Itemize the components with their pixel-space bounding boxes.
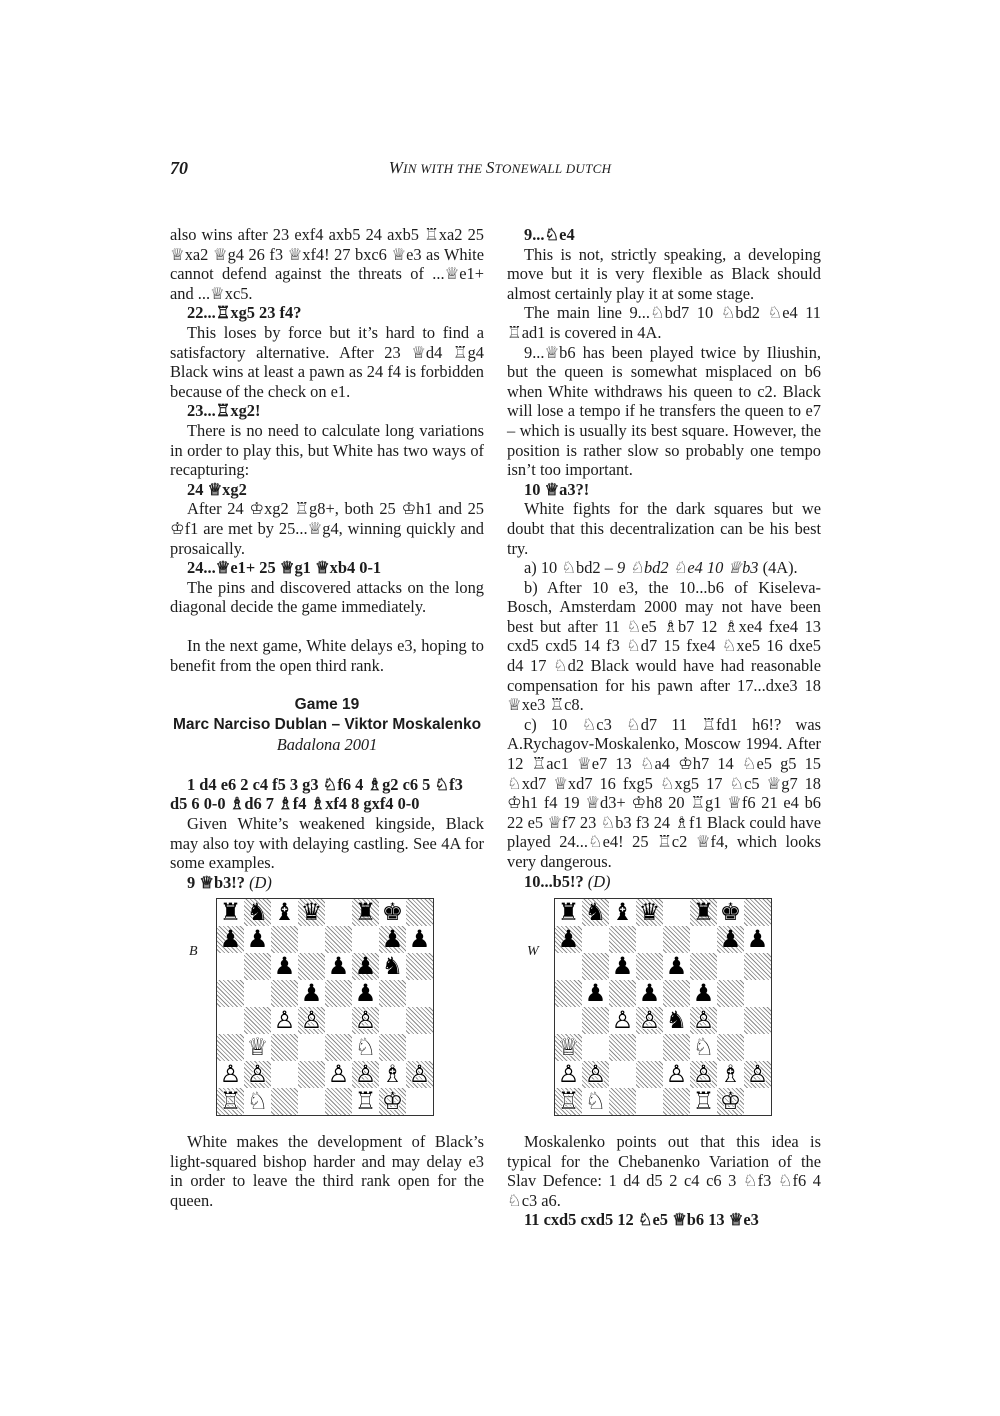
board-square	[555, 1007, 582, 1034]
white-pawn-icon: ♙	[327, 1060, 350, 1088]
board-square	[609, 926, 636, 953]
board-square	[244, 980, 271, 1007]
white-king-icon: ♔	[381, 1087, 404, 1115]
running-head-s: S	[485, 158, 495, 177]
board-square	[298, 1061, 325, 1088]
board-square	[298, 1034, 325, 1061]
white-pawn-icon: ♙	[219, 1060, 242, 1088]
board-square	[717, 953, 744, 980]
board-square	[406, 899, 433, 926]
board-square	[636, 1088, 663, 1115]
white-pawn-icon: ♙	[638, 1006, 661, 1034]
black-pawn-icon: ♟	[219, 925, 242, 953]
black-pawn-icon: ♟	[381, 925, 404, 953]
board-square	[379, 1034, 406, 1061]
board-square	[636, 953, 663, 980]
move-line: 11 cxd5 cxd5 12 ♘e5 ♕b6 13 ♕e3	[524, 1210, 759, 1230]
board-square	[555, 980, 582, 1007]
board-square	[325, 1088, 352, 1115]
paragraph: The main line 9...♘bd7 10 ♘bd2 ♘e4 11 ♖ad1 is covered in 4A.	[507, 303, 821, 342]
white-pawn-icon: ♙	[300, 1006, 323, 1034]
paragraph: 9...♕b6 has been played twice by Iliushin, but the queen is somewhat misplaced on b6 when White withdraws his queen to c2. Black will lose a tempo if he transfers the queen to e7 – which is usually its best square. However, the position is rather slow so probably one tempo isn’t too important.	[507, 342, 821, 480]
running-head-tonewall-dutch: TONEWALL DUTCH	[494, 161, 612, 176]
right-column	[507, 225, 821, 891]
board-square	[636, 1061, 663, 1088]
board-square	[406, 1088, 433, 1115]
paragraph: After 24 ♔xg2 ♖g8+, both 25 ♔h1 and 25 ♔f1 are met by 25...♕g4, winning quickly and prosaically.	[170, 499, 484, 558]
black-pawn-icon: ♟	[273, 952, 296, 980]
white-pawn-icon: ♙	[746, 1060, 769, 1088]
diagram-marker: (D)	[249, 872, 272, 892]
board-square	[582, 953, 609, 980]
board-square	[690, 926, 717, 953]
paragraph: c) 10 ♘c3 ♘d7 11 ♖fd1 h6!? was A.Rychagov-Moskalenko, Moscow 1994. After 12 ♖ac1 ♕e7 13 ♘a4 ♔h7 14 ♘e5 g5 15 ♘xd7 ♕xd7 16 fxg5 ♘xg5 17 ♘c5 ♕g7 18 ♔h1 f4 19 ♕d3+ ♔h8 20 ♖g1 ♕f6 21 e4 b6 22 e5 ♕f7 23 ♘b3 f3 24 ♗f1 Black could have played 24...♘e4! 25 ♖c2 ♕f4, which looks very dangerous.	[507, 714, 821, 871]
white-pawn-icon: ♙	[273, 1006, 296, 1034]
board-square	[271, 926, 298, 953]
black-pawn-icon: ♟	[611, 952, 634, 980]
game-title: Game 19	[294, 696, 360, 714]
move-line: 1 d4 e6 2 c4 f5 3 g3 ♘f6 4 ♗g2 c6 5 ♘f3 d5 6 0-0 ♗d6 7 ♗f4 ♗xf4 8 gxf4 0-0	[170, 774, 463, 814]
black-pawn-icon: ♟	[327, 952, 350, 980]
black-queen-icon: ♛	[300, 898, 323, 926]
move-line: 22...♖xg5 23 f4?	[187, 303, 302, 323]
black-pawn-icon: ♟	[638, 979, 661, 1007]
white-pawn-icon: ♙	[665, 1060, 688, 1088]
paragraph: The pins and discovered attacks on the long diagonal decide the game immediately.	[170, 577, 484, 617]
paragraph	[507, 558, 821, 578]
board-square	[609, 1061, 636, 1088]
paragraph: This loses by force but it’s hard to find a satisfactory alternative. After 23 ♕d4 ♖g4 Black wins at least a pawn as 24 f4 is forbidden because of the check on e1.	[170, 322, 484, 401]
board-square	[379, 980, 406, 1007]
black-pawn-icon: ♟	[300, 979, 323, 1007]
board-square	[298, 1088, 325, 1115]
diagram-caption	[170, 1132, 484, 1210]
board-square	[717, 1034, 744, 1061]
black-king-icon: ♚	[381, 898, 404, 926]
black-queen-icon: ♛	[638, 898, 661, 926]
chess-diagram	[216, 898, 434, 1116]
black-knight-icon: ♞	[665, 1006, 688, 1034]
game-place: Badalona 2001	[276, 735, 378, 755]
black-rook-icon: ♜	[354, 898, 377, 926]
variation-a: a) 10 ♘bd2 –	[524, 558, 617, 578]
white-knight-icon: ♘	[354, 1033, 377, 1061]
board-square	[609, 980, 636, 1007]
white-knight-icon: ♘	[246, 1087, 269, 1115]
diagram-side-to-move: W	[527, 944, 539, 959]
white-pawn-icon: ♙	[354, 1006, 377, 1034]
black-rook-icon: ♜	[692, 898, 715, 926]
white-pawn-icon: ♙	[584, 1060, 607, 1088]
black-bishop-icon: ♝	[611, 898, 634, 926]
black-king-icon: ♚	[719, 898, 742, 926]
board-square	[271, 980, 298, 1007]
paragraph: White makes the development of Black’s light-squared bishop harder and may delay e3 in order to leave the third rank open for the queen.	[170, 1132, 484, 1210]
board-square	[555, 953, 582, 980]
board-square	[271, 1034, 298, 1061]
board-square	[744, 899, 771, 926]
board-square	[325, 1007, 352, 1034]
black-knight-icon: ♞	[584, 898, 607, 926]
board-square	[663, 980, 690, 1007]
white-pawn-icon: ♙	[692, 1060, 715, 1088]
black-pawn-icon: ♟	[408, 925, 431, 953]
paragraph: This is not, strictly speaking, a developing move but it is very flexible as Black should almost certainly play it at some stage.	[507, 244, 821, 303]
black-pawn-icon: ♟	[246, 925, 269, 953]
board-square	[663, 1088, 690, 1115]
black-pawn-icon: ♟	[584, 979, 607, 1007]
board-square	[217, 1007, 244, 1034]
white-knight-icon: ♘	[692, 1033, 715, 1061]
board-square	[379, 1007, 406, 1034]
diagram-side-to-move: B	[189, 944, 198, 959]
paragraph: also wins after 23 exf4 axb5 24 axb5 ♖xa2 25 ♕xa2 ♕g4 26 f3 ♕xf4! 27 bxc6 ♕e3 as White cannot defend against the threats of ...♕e1+ and ...♕xc5.	[170, 225, 484, 303]
board-square	[744, 1088, 771, 1115]
board-square	[406, 953, 433, 980]
board-square	[636, 1034, 663, 1061]
white-queen-icon: ♕	[557, 1033, 580, 1061]
board-square	[582, 1007, 609, 1034]
black-pawn-icon: ♟	[746, 925, 769, 953]
black-rook-icon: ♜	[557, 898, 580, 926]
paragraph: In the next game, White delays e3, hoping to benefit from the open third rank.	[170, 636, 484, 676]
diagram-caption	[507, 1132, 821, 1230]
game-players: Marc Narciso Dublan – Viktor Moskalenko	[172, 716, 482, 734]
running-head-in-with-the: IN WITH THE	[403, 161, 486, 176]
white-pawn-icon: ♙	[611, 1006, 634, 1034]
diagram-marker: (D)	[587, 871, 611, 891]
board-square	[271, 1061, 298, 1088]
paragraph: b) After 10 e3, the 10...b6 of Kiseleva-Bosch, Amsterdam 2000 may not have been best but after 11 ♘e5 ♗b7 12 ♗xe4 fxe4 13 cxd5 cxd5 14 f3 ♘d7 15 fxe4 ♘xe5 16 dxe5 d4 17 ♘d2 Black would have had reasonable compensation for his pawn after 17...dxe3 18 ♕xe3 ♖c8.	[507, 577, 821, 715]
board-square	[325, 1034, 352, 1061]
running-head-w: W	[388, 158, 404, 177]
board-square	[663, 926, 690, 953]
white-rook-icon: ♖	[557, 1087, 580, 1115]
board-square	[582, 926, 609, 953]
board-square	[325, 926, 352, 953]
running-head	[0, 158, 1000, 178]
board-square	[352, 926, 379, 953]
white-king-icon: ♔	[719, 1087, 742, 1115]
board-square	[217, 980, 244, 1007]
paragraph: There is no need to calculate long variations in order to play this, but White has two ways of recapturing:	[170, 420, 484, 480]
board-square	[217, 953, 244, 980]
board-square	[271, 1088, 298, 1115]
black-pawn-icon: ♟	[719, 925, 742, 953]
board-square	[406, 1034, 433, 1061]
board-square	[744, 1007, 771, 1034]
board-square	[744, 980, 771, 1007]
black-pawn-icon: ♟	[665, 952, 688, 980]
white-pawn-icon: ♙	[246, 1060, 269, 1088]
white-pawn-icon: ♙	[692, 1006, 715, 1034]
board-square	[298, 953, 325, 980]
black-pawn-icon: ♟	[692, 979, 715, 1007]
white-rook-icon: ♖	[354, 1087, 377, 1115]
white-knight-icon: ♘	[584, 1087, 607, 1115]
board-square	[636, 926, 663, 953]
board-square	[744, 1034, 771, 1061]
black-knight-icon: ♞	[381, 952, 404, 980]
board-square	[717, 1007, 744, 1034]
white-pawn-icon: ♙	[408, 1060, 431, 1088]
board-square	[406, 1007, 433, 1034]
white-bishop-icon: ♗	[381, 1060, 404, 1088]
board-square	[582, 1034, 609, 1061]
move-text: 9 ♕b3!?	[187, 872, 245, 892]
board-square	[325, 899, 352, 926]
paragraph: Moskalenko points out that this idea is typical for the Chebanenko Variation of the Slav Defence: 1 d4 d5 2 c4 c6 3 ♘f3 ♘f6 4 ♘c3 a6.	[507, 1132, 821, 1210]
move-text: 10...b5!?	[524, 871, 584, 891]
white-queen-icon: ♕	[246, 1033, 269, 1061]
page-number: 70	[170, 158, 188, 178]
board-square	[690, 953, 717, 980]
white-bishop-icon: ♗	[719, 1060, 742, 1088]
black-bishop-icon: ♝	[273, 898, 296, 926]
board-square	[325, 980, 352, 1007]
move-line: 23...♖xg2!	[187, 401, 261, 421]
board-square	[609, 1034, 636, 1061]
board-square	[406, 980, 433, 1007]
board-square	[244, 1007, 271, 1034]
black-knight-icon: ♞	[246, 898, 269, 926]
black-pawn-icon: ♟	[557, 925, 580, 953]
move-line	[507, 872, 821, 892]
white-pawn-icon: ♙	[557, 1060, 580, 1088]
black-pawn-icon: ♟	[354, 952, 377, 980]
board-square	[609, 1088, 636, 1115]
white-rook-icon: ♖	[219, 1087, 242, 1115]
move-line	[170, 873, 484, 893]
move-line: 24...♕e1+ 25 ♕g1 ♕xb4 0-1	[187, 558, 382, 578]
paragraph: White fights for the dark squares but we doubt that this decentralization can be his best try.	[507, 499, 821, 558]
board-square	[717, 980, 744, 1007]
move-line: 9...♘e4	[524, 225, 575, 244]
board-square	[663, 1034, 690, 1061]
chess-diagram	[554, 898, 772, 1116]
black-rook-icon: ♜	[219, 898, 242, 926]
paragraph: Given White’s weakened kingside, Black may also toy with delaying castling. See 4A for some examples.	[170, 814, 484, 873]
board-square	[244, 953, 271, 980]
variation-a-transposition: 9 ♘bd2 ♘e4 10 ♕b3	[617, 558, 759, 578]
move-line: 24 ♕xg2	[187, 479, 247, 499]
left-column	[170, 225, 484, 892]
board-square	[663, 899, 690, 926]
black-pawn-icon: ♟	[354, 979, 377, 1007]
board-square	[298, 926, 325, 953]
white-rook-icon: ♖	[692, 1087, 715, 1115]
variation-a-ref: (4A).	[758, 558, 798, 578]
board-square	[744, 953, 771, 980]
white-pawn-icon: ♙	[354, 1060, 377, 1088]
move-line: 10 ♕a3?!	[524, 479, 590, 499]
board-square	[217, 1034, 244, 1061]
